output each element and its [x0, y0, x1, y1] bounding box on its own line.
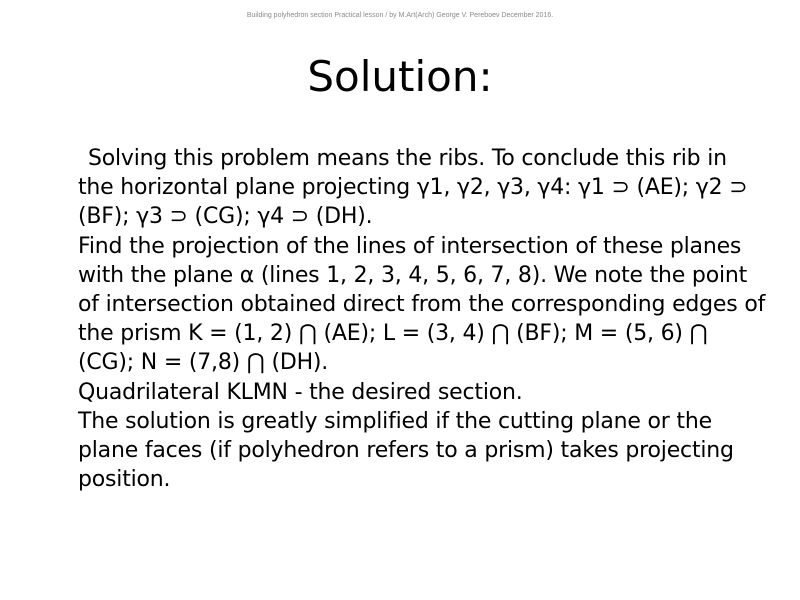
paragraph-simplified: The solution is greatly simplified if the cutting plane or the plane faces (if polyhedron refers to a prism) takes projecting position. [78, 408, 734, 493]
paragraph-ribs: Solving this problem means the ribs. To conclude this rib in the horizontal plane projecting γ1, γ2, γ3, γ4: γ1 ⊃ (AE); γ2 ⊃ (BF); γ3 ⊃ (CG); γ4 ⊃ (DH). [78, 146, 748, 230]
slide-header-caption: Building polyhedron section Practical lesson / by M.Art(Arch) George V. Pereboev December 2016. [246, 12, 554, 19]
paragraph-section: Quadrilateral KLMN - the desired section. [78, 379, 523, 405]
paragraph-projection: Find the projection of the lines of intersection of these planes with the plane α (lines 1, 2, 3, 4, 5, 6, 7, 8). We note the point of intersection obtained direct from the corresponding edges of the prism K = (1, 2) ⋂ (AE); L = (3, 4) ⋂ (BF); M = (5, 6) ⋂ (CG); N = (7,8) ⋂ (DH). [78, 233, 766, 376]
slide-title: Solution: [307, 52, 493, 101]
slide-body [78, 144, 768, 494]
